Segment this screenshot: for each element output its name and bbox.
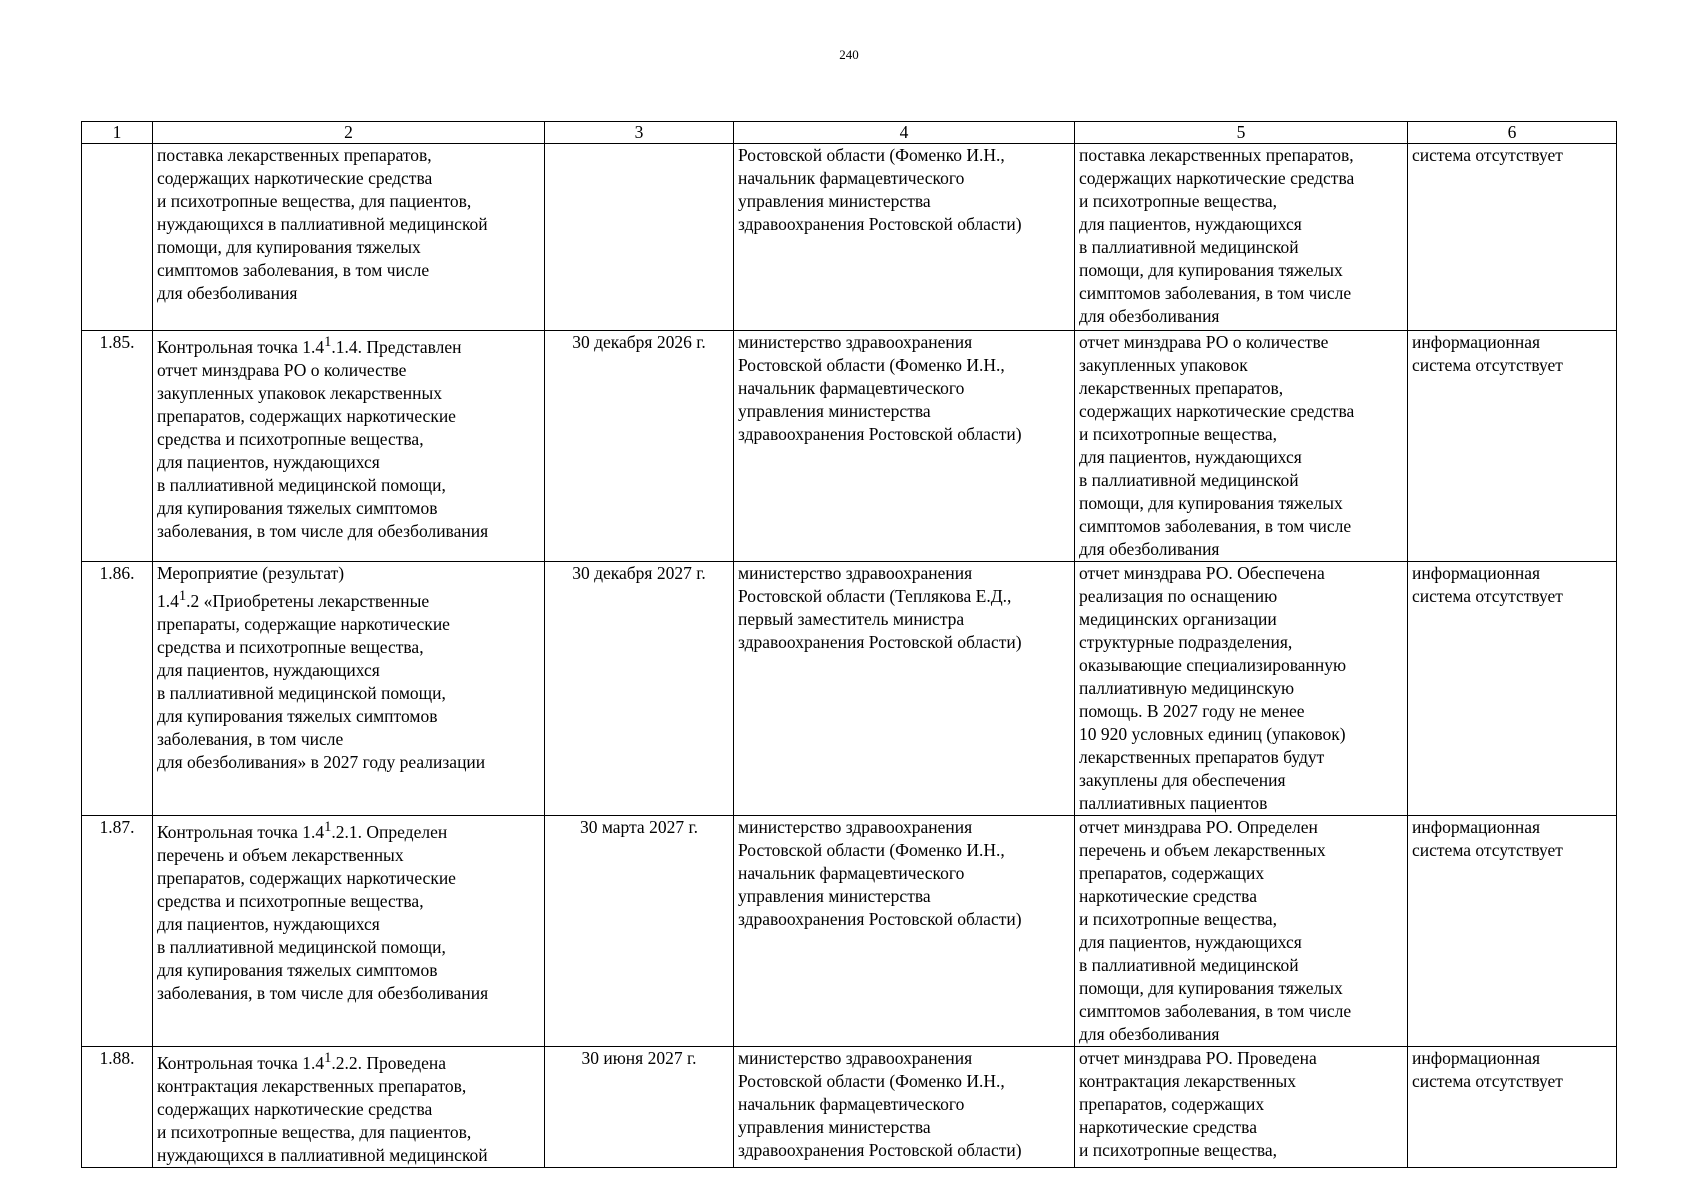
responsible-cell: министерство здравоохранения Ростовской области (Фоменко И.Н., начальник фармацевтического управления министерства здравоохранения Ростовской области) bbox=[734, 1047, 1075, 1168]
event-superscript: 1 bbox=[324, 1050, 332, 1066]
table-row bbox=[82, 1047, 1617, 1168]
date-cell: 30 декабря 2027 г. bbox=[545, 562, 734, 816]
result-cell: отчет минздрава РО о количестве закупленных упаковок лекарственных препаратов, содержащих наркотические средства и психотропные вещества, для пациентов, нуждающихся в паллиативной медицинской помощи, для купирования тяжелых симптомов заболевания, в том числе для обезболивания bbox=[1075, 331, 1408, 562]
event-superscript: 1 bbox=[178, 588, 187, 604]
row-number: 1.88. bbox=[82, 1047, 153, 1168]
date-cell: 30 декабря 2026 г. bbox=[545, 331, 734, 562]
result-cell: поставка лекарственных препаратов, содержащих наркотические средства и психотропные вещества, для пациентов, нуждающихся в паллиативной медицинской помощи, для купирования тяжелых симптомов заболевания, в том числе для обезболивания bbox=[1075, 144, 1408, 331]
row-number: 1.85. bbox=[82, 331, 153, 562]
table-header-row bbox=[82, 122, 1617, 144]
column-header: 2 bbox=[153, 122, 545, 144]
event-superscript: 1 bbox=[324, 334, 332, 350]
event-prefix: Мероприятие (результат) 1.4 bbox=[157, 563, 345, 611]
responsible-cell: министерство здравоохранения Ростовской области (Теплякова Е.Д., первый заместитель министра здравоохранения Ростовской области) bbox=[734, 562, 1075, 816]
event-text: .2.1. Определен перечень и объем лекарственных препаратов, содержащих наркотические средства и психотропные вещества, для пациентов, нуждающихся в паллиативной медицинской помощи, для купирования тяжелых симптомов заболевания, в том числе для обезболивания bbox=[157, 821, 489, 1003]
table-row bbox=[82, 331, 1617, 562]
result-cell: отчет минздрава РО. Обеспечена реализация по оснащению медицинских организации структурные подразделения, оказывающие специализированную паллиативную медицинскую помощь. В 2027 году не менее 10 920 условных единиц (упаковок) лекарственных препаратов будут закуплены для обеспечения паллиативных пациентов bbox=[1075, 562, 1408, 816]
event-prefix: Контрольная точка 1.4 bbox=[157, 821, 325, 842]
column-header: 3 bbox=[545, 122, 734, 144]
table-row bbox=[82, 816, 1617, 1047]
responsible-cell: министерство здравоохранения Ростовской области (Фоменко И.Н., начальник фармацевтического управления министерства здравоохранения Ростовской области) bbox=[734, 331, 1075, 562]
event-cell bbox=[153, 816, 545, 1047]
result-cell: отчет минздрава РО. Определен перечень и объем лекарственных препаратов, содержащих наркотические средства и психотропные вещества, для пациентов, нуждающихся в паллиативной медицинской помощи, для купирования тяжелых симптомов заболевания, в том числе для обезболивания bbox=[1075, 816, 1408, 1047]
page-number: 240 bbox=[839, 47, 859, 62]
event-cell bbox=[153, 331, 545, 562]
date-cell: 30 июня 2027 г. bbox=[545, 1047, 734, 1168]
column-header: 5 bbox=[1075, 122, 1408, 144]
event-prefix: Контрольная точка 1.4 bbox=[157, 1052, 325, 1073]
table-row bbox=[82, 562, 1617, 816]
event-prefix: Контрольная точка 1.4 bbox=[157, 336, 325, 357]
event-text: .1.4. Представлен отчет минздрава РО о количестве закупленных упаковок лекарственных препаратов, содержащих наркотические средства и психотропные вещества, для пациентов, нуждающихся в паллиативной медицинской помощи, для купирования тяжелых симптомов заболевания, в том числе для обезболивания bbox=[157, 336, 489, 541]
column-header: 6 bbox=[1408, 122, 1617, 144]
result-cell: отчет минздрава РО. Проведена контрактация лекарственных препаратов, содержащих наркотические средства и психотропные вещества, bbox=[1075, 1047, 1408, 1168]
date-cell bbox=[545, 144, 734, 331]
row-number: 1.87. bbox=[82, 816, 153, 1047]
system-cell: система отсутствует bbox=[1408, 144, 1617, 331]
responsible-cell: Ростовской области (Фоменко И.Н., начальник фармацевтического управления министерства здравоохранения Ростовской области) bbox=[734, 144, 1075, 331]
system-cell: информационная система отсутствует bbox=[1408, 816, 1617, 1047]
event-cell bbox=[153, 1047, 545, 1168]
measures-table bbox=[81, 121, 1617, 1168]
date-cell: 30 марта 2027 г. bbox=[545, 816, 734, 1047]
row-number: 1.86. bbox=[82, 562, 153, 816]
event-text: .2 «Приобретены лекарственные препараты, содержащие наркотические средства и психотропные вещества, для пациентов, нуждающихся в паллиативной медицинской помощи, для купирования тяжелых симптомов заболевания, в том числе для обезболивания» в 2027 году реализации bbox=[157, 590, 486, 772]
event-superscript: 1 bbox=[324, 819, 332, 835]
system-cell: информационная система отсутствует bbox=[1408, 562, 1617, 816]
system-cell: информационная система отсутствует bbox=[1408, 331, 1617, 562]
system-cell: информационная система отсутствует bbox=[1408, 1047, 1617, 1168]
event-cell bbox=[153, 562, 545, 816]
row-number bbox=[82, 144, 153, 331]
table-row bbox=[82, 144, 1617, 331]
column-header: 1 bbox=[82, 122, 153, 144]
column-header: 4 bbox=[734, 122, 1075, 144]
event-cell: поставка лекарственных препаратов, содержащих наркотические средства и психотропные вещества, для пациентов, нуждающихся в паллиативной медицинской помощи, для купирования тяжелых симптомов заболевания, в том числе для обезболивания bbox=[153, 144, 545, 331]
event-text: .2.2. Проведена контрактация лекарственных препаратов, содержащих наркотические средства и психотропные вещества, для пациентов, нуждающихся в паллиативной медицинской bbox=[157, 1052, 488, 1165]
responsible-cell: министерство здравоохранения Ростовской области (Фоменко И.Н., начальник фармацевтического управления министерства здравоохранения Ростовской области) bbox=[734, 816, 1075, 1047]
